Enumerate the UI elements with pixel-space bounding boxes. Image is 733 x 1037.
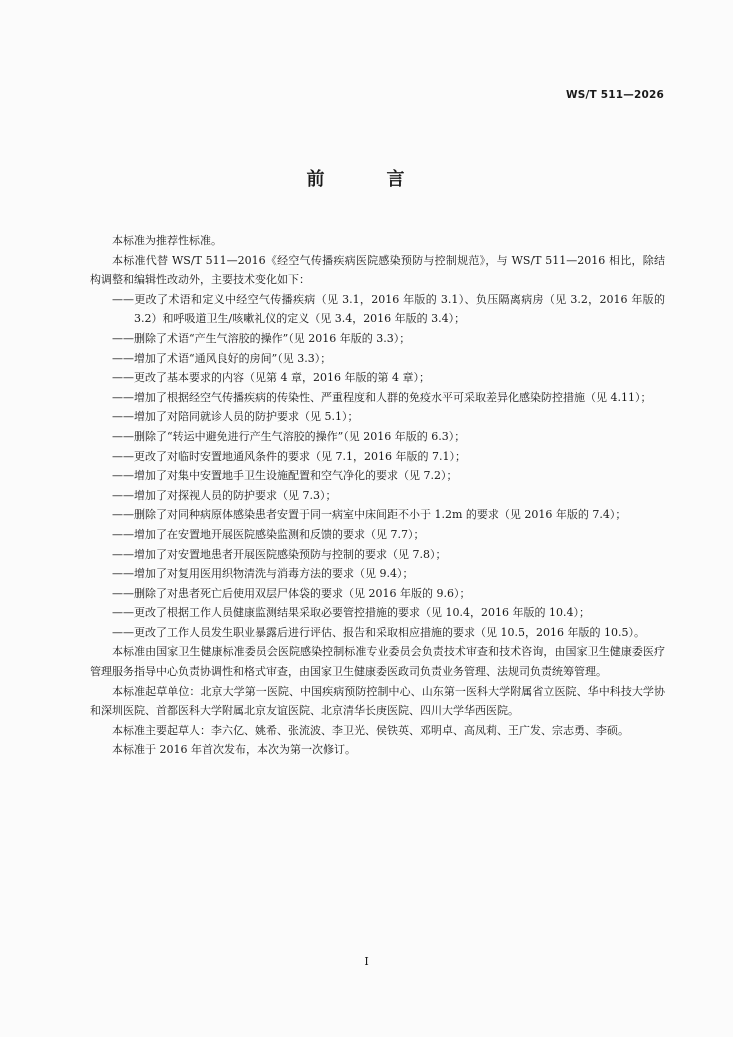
paragraph: 本标准由国家卫生健康标准委员会医院感染控制标准专业委员会负责技术审查和技术咨询，由国家卫生健康委医疗管理服务指导中心负责协调性和格式审查，由国家卫生健康委医政司负责业务管理、法规司负责统筹管理。 [90, 645, 665, 679]
change-item: ——更改了对临时安置地通风条件的要求（见 7.1，2016 年版的 7.1）； [112, 449, 466, 463]
paragraph: 本标准主要起草人：李六亿、姚希、张流波、李卫光、侯铁英、邓明卓、高凤莉、王广发、宗志勇、李硕。 [112, 723, 629, 737]
change-item: ——删除了术语“产生气溶胶的操作”（见 2016 年版的 3.3）； [112, 331, 411, 345]
change-item: ——更改了工作人员发生职业暴露后进行评估、报告和采取相应措施的要求（见 10.5，2016 年版的 10.5）。 [112, 625, 645, 639]
standard-code: WS/T 511—2026 [565, 89, 664, 101]
paragraph: 本标准于 2016 年首次发布，本次为第一次修订。 [112, 743, 356, 757]
paragraph: 本标准起草单位：北京大学第一医院、中国疾病预防控制中心、山东第一医科大学附属省立医院、华中科技大学协和深圳医院、首都医科大学附属北京友谊医院、北京清华长庚医院、四川大学华西医院。 [90, 684, 665, 718]
change-item: ——更改了术语和定义中经空气传播疾病（见 3.1，2016 年版的 3.1）、负压隔离病房（见 3.2，2016 年版的 3.2）和呼吸道卫生/咳嗽礼仪的定义（见 3.4，2016 年版的 3.4）； [112, 292, 665, 326]
page-title: 前 言 [306, 169, 427, 190]
paragraph: 本标准为推荐性标准。 [112, 234, 222, 247]
change-item: ——删除了对同种病原体感染患者安置于同一病室中床间距不小于 1.2m 的要求（见 2016 年版的 7.4）； [112, 508, 627, 522]
change-item: ——删除了对患者死亡后使用双层尸体袋的要求（见 2016 年版的 9.6）； [112, 586, 471, 600]
document-body [90, 231, 665, 760]
change-item: ——更改了根据工作人员健康监测结果采取必要管控措施的要求（见 10.4，2016 年版的 10.4）； [112, 606, 590, 620]
change-item: ——删除了“转运中避免进行产生气溶胶的操作”（见 2016 年版的 6.3）； [112, 429, 466, 443]
change-item: ——增加了对集中安置地手卫生设施配置和空气净化的要求（见 7.2）； [112, 469, 458, 483]
paragraph: 本标准代替 WS/T 511—2016《经空气传播疾病医院感染预防与控制规范》，与 WS/T 511—2016 相比，除结构调整和编辑性改动外，主要技术变化如下： [90, 253, 665, 287]
page-number: I [364, 955, 369, 968]
change-item: ——更改了基本要求的内容（见第 4 章，2016 年版的第 4 章）； [112, 371, 430, 385]
change-item: ——增加了对探视人员的防护要求（见 7.3）； [112, 488, 337, 502]
change-item: ——增加了根据经空气传播疾病的传染性、严重程度和人群的免疫水平可采取差异化感染防控措施（见 4.11）； [112, 390, 652, 404]
change-item: ——增加了在安置地开展医院感染监测和反馈的要求（见 7.7）； [112, 527, 425, 541]
change-item: ——增加了对陪同就诊人员的防护要求（见 5.1）； [112, 410, 359, 424]
change-item: ——增加了对安置地患者开展医院感染预防与控制的要求（见 7.8）； [112, 547, 447, 561]
change-item: ——增加了对复用医用织物清洗与消毒方法的要求（见 9.4）； [112, 567, 414, 581]
change-item: ——增加了术语“通风良好的房间”（见 3.3）； [112, 351, 332, 365]
